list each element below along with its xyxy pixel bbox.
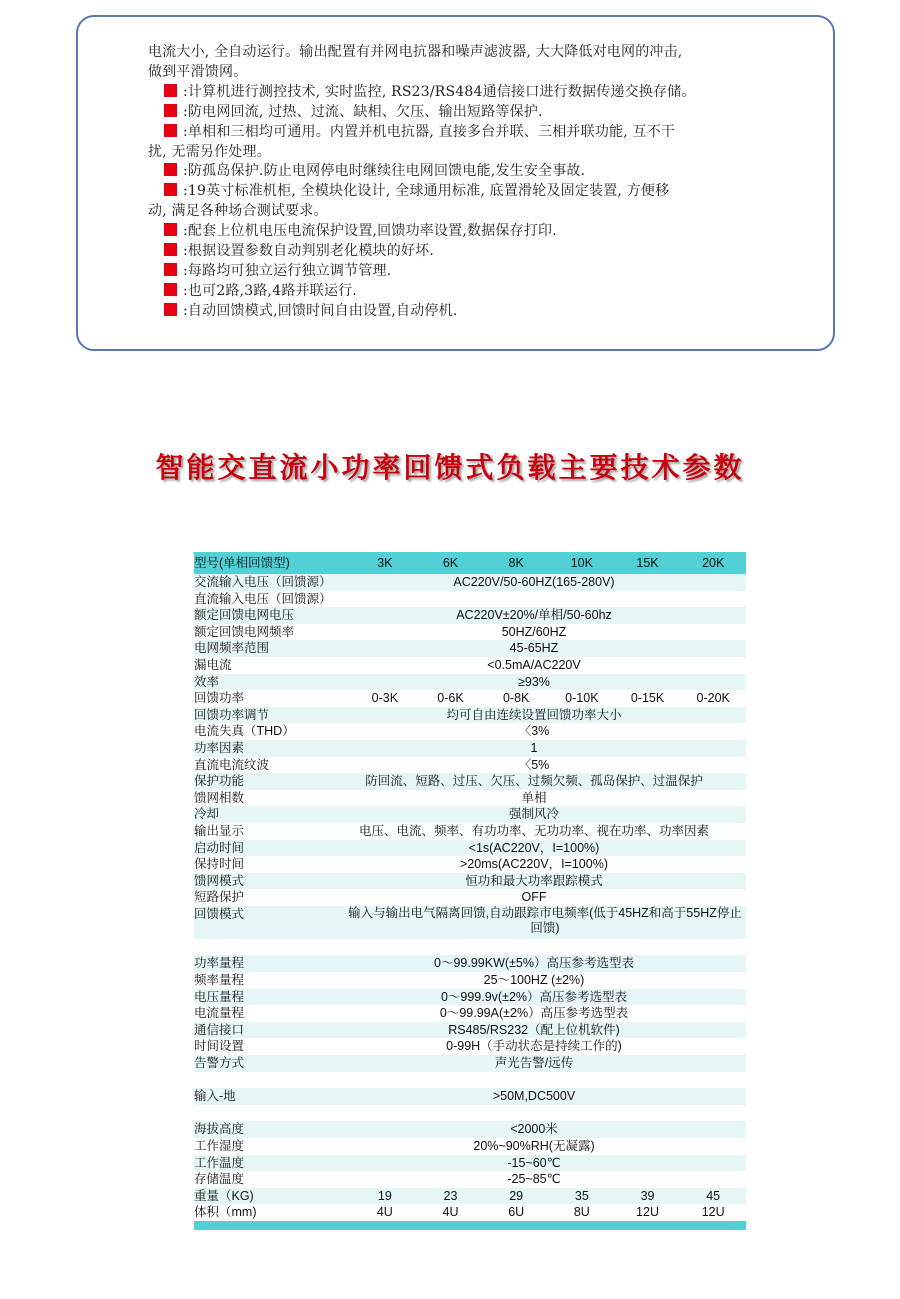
- table-row: [194, 972, 746, 989]
- row-label: 频率量程: [194, 973, 245, 988]
- red-square-bullet-icon: [164, 183, 177, 196]
- feature-item: [164, 181, 669, 201]
- row-value: >50M,DC500V: [492, 1089, 576, 1104]
- table-row: [194, 989, 746, 1006]
- row-cell: 39: [640, 1188, 655, 1203]
- row-cell: 0-15K: [630, 691, 665, 706]
- row-cell: 23: [443, 1188, 458, 1203]
- row-label: 直流输入电压（回馈源）: [194, 591, 332, 606]
- row-value: 20%~90%RH(无凝露): [473, 1139, 595, 1153]
- row-cell: 4U: [376, 1205, 393, 1220]
- row-value: <0.5mA/AC220V: [487, 657, 581, 672]
- row-cells: [352, 690, 746, 707]
- row-cell: 12U: [636, 1205, 659, 1220]
- table-row: [194, 1204, 746, 1221]
- red-square-bullet-icon: [164, 283, 177, 296]
- row-label: 短路保护: [194, 890, 245, 905]
- feature-text: [148, 142, 271, 162]
- row-value: 0～99.99A(±2%）高压参考选型表: [439, 1006, 629, 1021]
- row-cell: 4U: [442, 1205, 459, 1220]
- model-column-header: 3K: [377, 556, 393, 570]
- feature-text: [148, 201, 328, 221]
- row-label: 启动时间: [194, 840, 245, 855]
- row-value: 〈5%: [518, 757, 550, 772]
- row-value: 50HZ/60HZ: [501, 624, 567, 639]
- spec-table: [194, 552, 746, 1230]
- row-label: 重量（KG): [194, 1188, 254, 1203]
- row-value: 0～999.9v(±2%）高压参考选型表: [440, 989, 628, 1004]
- row-cell: 45: [706, 1188, 721, 1203]
- row-label: 功率因素: [194, 740, 245, 755]
- row-label: 工作温度: [194, 1155, 245, 1170]
- row-label: 电网频率范围: [194, 641, 270, 656]
- model-column-header: 15K: [636, 556, 659, 570]
- row-cell: 0-10K: [565, 691, 599, 706]
- row-value: -15~60℃: [507, 1155, 561, 1170]
- table-row: [194, 790, 746, 807]
- row-label: 输出显示: [194, 823, 245, 838]
- row-value: 防回流、短路、过压、欠压、过频欠频、孤岛保护、过温保护: [365, 774, 703, 789]
- table-row: [194, 889, 746, 906]
- table-row: [194, 1138, 746, 1155]
- row-value: 声光告警/远传: [494, 1056, 574, 1071]
- model-column-header: 20K: [702, 556, 725, 570]
- row-label: 馈网模式: [194, 873, 245, 888]
- row-label: 馈网相数: [194, 790, 245, 805]
- row-label: 额定回馈电网电压: [194, 608, 295, 623]
- row-label: 额定回馈电网频率: [194, 624, 295, 639]
- header-label: 型号(单相回馈型): [194, 556, 290, 570]
- red-square-bullet-icon: [164, 104, 177, 117]
- feature-text: :也可2路,3路,4路并联运行.: [183, 282, 357, 299]
- row-value: >20ms(AC220V，I=100%): [460, 857, 608, 872]
- feature-item: [164, 241, 434, 261]
- table-row: [194, 674, 746, 691]
- feature-text: 做到平滑馈网。: [148, 63, 248, 80]
- table-row: [194, 757, 746, 774]
- feature-text: :每路均可独立运行独立调节管理.: [183, 262, 392, 279]
- feature-item: [164, 82, 696, 102]
- table-row: [194, 1038, 746, 1055]
- row-value: <2000米: [510, 1122, 558, 1137]
- row-label: 通信接口: [194, 1022, 245, 1037]
- feature-text: 电流大小, 全自动运行。输出配置有并网电抗器和噪声滤波器, 大大降低对电网的冲击,: [148, 44, 683, 60]
- table-row: [194, 873, 746, 890]
- row-label: 效率: [194, 674, 220, 689]
- row-cell: 0-3K: [371, 691, 399, 706]
- row-label: 交流输入电压（回馈源）: [194, 575, 332, 589]
- red-square-bullet-icon: [164, 163, 177, 176]
- table-row: [194, 574, 746, 591]
- table-row: [194, 657, 746, 674]
- table-row: [194, 1088, 746, 1105]
- row-label: 告警方式: [194, 1056, 245, 1071]
- row-value: AC220V/50-60HZ(165-280V): [453, 575, 615, 589]
- feature-item: [164, 102, 543, 122]
- feature-item: [164, 301, 457, 321]
- row-cell: 29: [509, 1188, 524, 1203]
- row-cell: 35: [574, 1188, 589, 1203]
- table-row: [194, 690, 746, 707]
- row-value: 输入与输出电气隔离回馈,自动跟踪市电频率(低于45HZ和高于55HZ停止回馈): [348, 905, 742, 936]
- row-label: 电压量程: [194, 989, 245, 1004]
- row-cell: 0-20K: [696, 691, 730, 706]
- table-row: [194, 823, 746, 840]
- feature-item: [164, 161, 585, 181]
- feature-text: :自动回馈模式,回馈时间自由设置,自动停机.: [183, 302, 458, 319]
- feature-item: [164, 261, 391, 281]
- table-row: [194, 1155, 746, 1172]
- row-cell: 0-8K: [502, 691, 530, 706]
- row-cells: [352, 1188, 746, 1205]
- table-header-row: [194, 552, 746, 574]
- row-value: 0～99.99KW(±5%）高压参考选型表: [434, 956, 634, 971]
- row-label: 回馈功率: [194, 691, 245, 706]
- row-value: 恒功和最大功率跟踪模式: [465, 873, 603, 888]
- table-row: [194, 1055, 746, 1072]
- table-row: [194, 607, 746, 624]
- row-label: 海拔高度: [194, 1122, 245, 1137]
- feature-text: :19英寸标准机柜, 全模块化设计, 全球通用标准, 底置滑轮及固定装置, 方便移: [183, 183, 670, 200]
- table-row: [194, 740, 746, 757]
- row-label: 体积（mm): [194, 1205, 257, 1220]
- feature-text: :单相和三相均可通用。内置并机电抗器, 直接多台并联、三相并联功能, 互不干: [183, 123, 676, 140]
- row-value: 25～100HZ (±2%): [483, 973, 585, 988]
- feature-text: [148, 42, 682, 62]
- red-square-bullet-icon: [164, 303, 177, 316]
- model-column-header: 10K: [570, 556, 593, 570]
- model-column-header: 8K: [508, 556, 524, 570]
- row-value: <1s(AC220V，I=100%): [468, 840, 600, 855]
- table-row: [194, 955, 746, 972]
- row-label: 电流失真（THD）: [194, 724, 295, 739]
- feature-text: :计算机进行测控技术, 实时监控, RS23/RS484通信接口进行数据传递交换存储。: [183, 83, 696, 100]
- row-label: 输入-地: [194, 1089, 236, 1104]
- table-row: [194, 723, 746, 740]
- row-label: 漏电流: [194, 657, 232, 672]
- row-label: 保持时间: [194, 857, 245, 872]
- table-bottom-bar: [194, 1221, 746, 1230]
- table-row: [194, 1121, 746, 1138]
- table-row: [194, 707, 746, 724]
- red-square-bullet-icon: [164, 263, 177, 276]
- row-value: 单相: [521, 790, 547, 805]
- row-value: 电压、电流、频率、有功功率、无功功率、视在功率、功率因素: [358, 823, 709, 838]
- feature-text: :防孤岛保护.防止电网停电时继续往电网回馈电能,发生安全事故.: [183, 163, 586, 180]
- table-row: [194, 1171, 746, 1188]
- row-label: 存储温度: [194, 1172, 245, 1187]
- table-row: [194, 624, 746, 641]
- table-row: [194, 840, 746, 857]
- row-label: 直流电流纹波: [194, 757, 270, 772]
- row-label: 时间设置: [194, 1039, 245, 1054]
- feature-text: :根据设置参数自动判别老化模块的好坏.: [183, 243, 434, 259]
- red-square-bullet-icon: [164, 124, 177, 137]
- table-row: [194, 1005, 746, 1022]
- model-columns: [352, 552, 746, 574]
- row-label: 回馈模式: [194, 906, 245, 921]
- table-row: [194, 906, 746, 939]
- red-square-bullet-icon: [164, 223, 177, 236]
- table-row: [194, 806, 746, 823]
- row-value: 〈3%: [518, 724, 550, 739]
- row-value: AC220V±20%/单相/50-60hz: [456, 608, 612, 623]
- table-row: [194, 640, 746, 657]
- row-label: 回馈功率调节: [194, 707, 270, 722]
- row-label: 冷却: [194, 807, 220, 822]
- feature-text: :配套上位机电压电流保护设置,回馈功率设置,数据保存打印.: [183, 223, 557, 240]
- row-cells: [352, 1204, 746, 1221]
- row-value: 45-65HZ: [509, 641, 559, 656]
- row-value: 0-99H（手动状态是持续工作的): [446, 1039, 622, 1054]
- feature-text: 扰, 无需另作处理。: [148, 143, 271, 160]
- row-label: 工作湿度: [194, 1139, 245, 1153]
- row-value: 1: [530, 740, 538, 755]
- row-value: 强制风冷: [508, 807, 559, 822]
- row-label: 功率量程: [194, 956, 245, 971]
- model-column-header: 6K: [442, 556, 459, 570]
- table-row: [194, 1188, 746, 1205]
- red-square-bullet-icon: [164, 84, 177, 97]
- row-value: ≥93%: [518, 674, 550, 689]
- feature-text: [148, 62, 247, 82]
- row-cell: 6U: [508, 1205, 525, 1220]
- feature-item: [164, 221, 557, 241]
- table-row: [194, 591, 746, 608]
- table-row: [194, 773, 746, 790]
- row-cell: 12U: [701, 1205, 725, 1220]
- row-cell: 8U: [573, 1205, 590, 1220]
- feature-text: :防电网回流, 过热、过流、缺相、欠压、输出短路等保护.: [183, 103, 543, 120]
- table-row: [194, 1072, 746, 1089]
- row-label: 电流量程: [194, 1006, 245, 1021]
- table-row: [194, 1105, 746, 1122]
- row-value: 均可自由连续设置回馈功率大小: [446, 707, 622, 722]
- row-cell: 19: [377, 1188, 392, 1203]
- row-cell: 0-6K: [437, 691, 464, 706]
- feature-item: [164, 281, 357, 301]
- row-value: OFF: [521, 890, 547, 905]
- row-value: RS485/RS232（配上位机软件): [448, 1022, 620, 1037]
- row-label: 保护功能: [194, 774, 245, 789]
- table-row: [194, 1022, 746, 1039]
- section-title: 智能交直流小功率回馈式负载主要技术参数: [155, 451, 745, 484]
- table-row: [194, 939, 746, 956]
- feature-item: [164, 122, 675, 142]
- row-value: -25~85℃: [507, 1172, 561, 1187]
- feature-text: 动, 满足各种场合测试要求。: [148, 203, 328, 220]
- red-square-bullet-icon: [164, 243, 177, 256]
- table-row: [194, 856, 746, 873]
